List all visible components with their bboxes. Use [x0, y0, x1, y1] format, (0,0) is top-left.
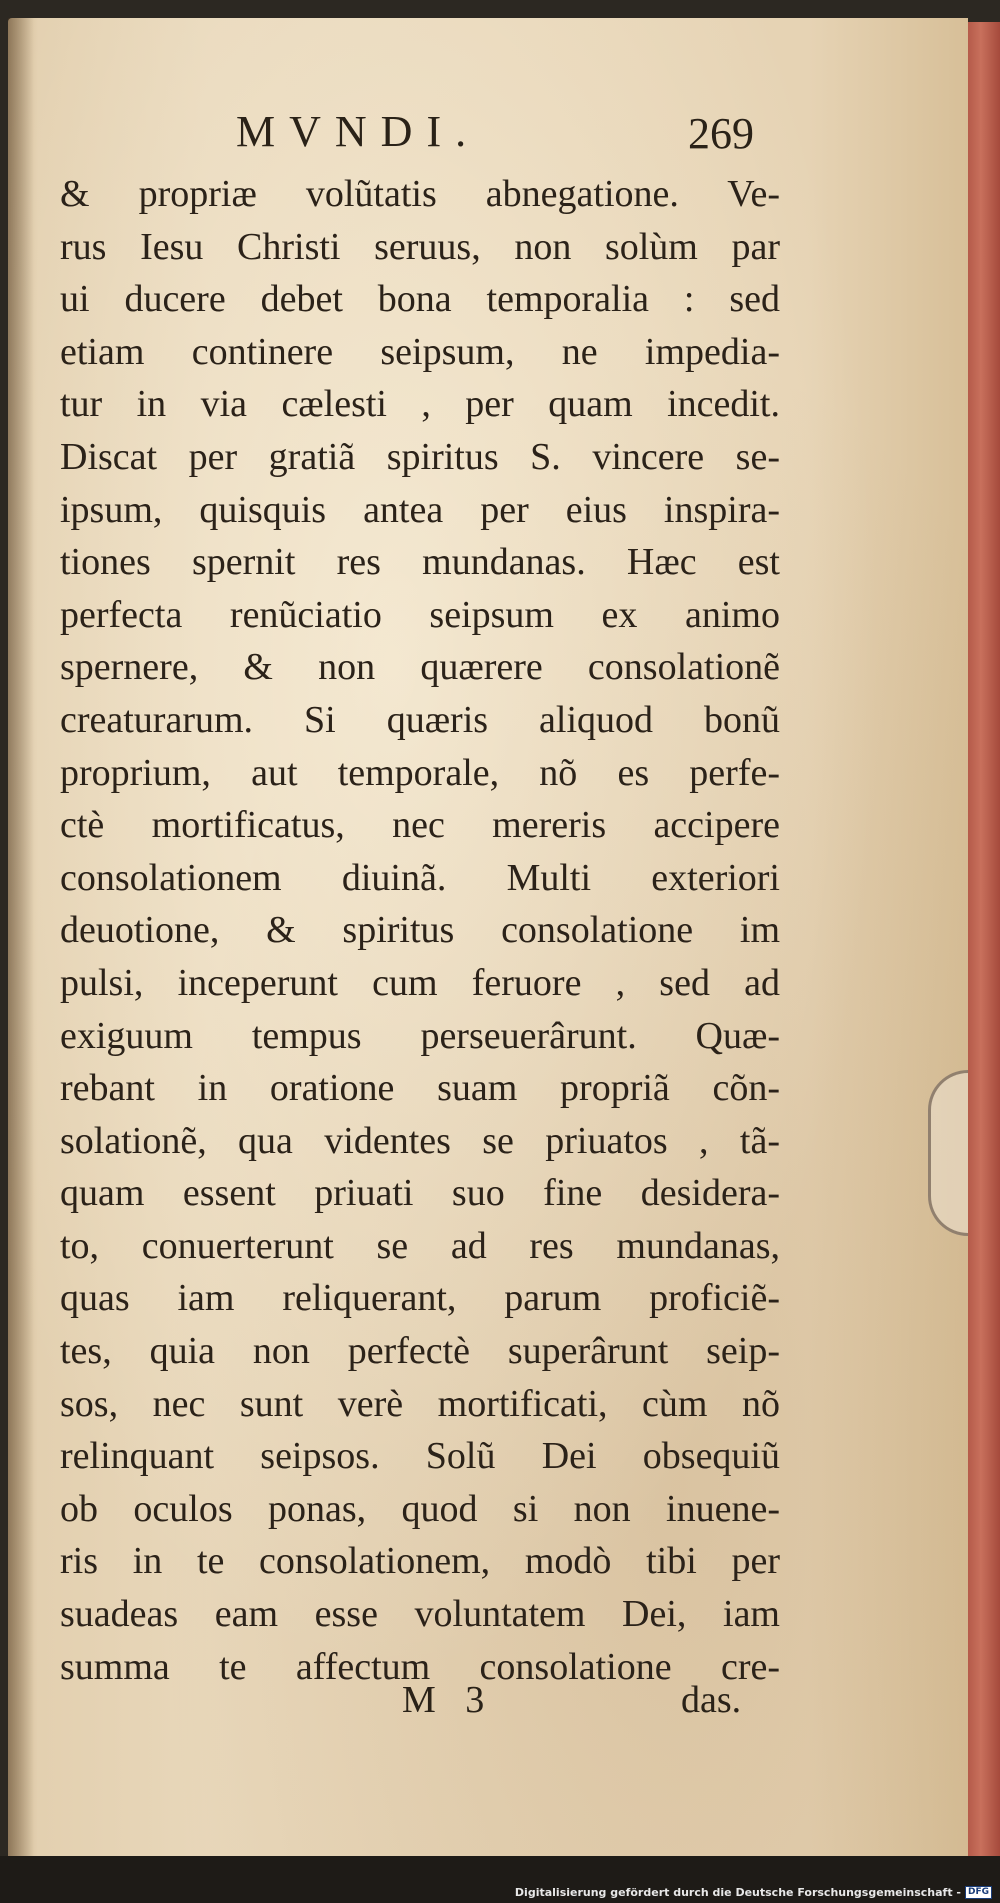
text-line: tur in via cælesti , per quam incedit.	[60, 383, 780, 426]
dfg-logo: DFG	[965, 1886, 992, 1899]
text-line: ui ducere debet bona temporalia : sed	[60, 278, 780, 321]
text-line: relinquant seipsos. Solũ Dei obsequiũ	[60, 1435, 780, 1478]
red-page-edge	[968, 22, 1000, 1856]
book-page	[8, 18, 968, 1856]
digitization-credit	[515, 1886, 992, 1899]
text-line: sos, nec sunt verè mortificati, cùm nõ	[60, 1382, 780, 1425]
text-line: etiam continere seipsum, ne impedia-	[60, 330, 780, 373]
text-line: & propriæ volũtatis abnegatione. Ve-	[60, 173, 780, 215]
text-line: consolationem diuinã. Multi exteriori	[60, 856, 780, 899]
page-header	[8, 106, 968, 166]
text-line: rebant in oratione suam propriã cõn-	[60, 1067, 780, 1110]
text-line: exiguum tempus perseuerârunt. Quæ-	[60, 1014, 780, 1057]
text-line: ctè mortificatus, nec mereris accipere	[60, 804, 780, 847]
text-line: deuotione, & spiritus consolatione im	[60, 909, 780, 952]
text-line: to, conuerterunt se ad res mundanas,	[60, 1224, 780, 1267]
page-number: 269	[688, 109, 754, 158]
body-text	[60, 168, 780, 1693]
text-line: Discat per gratiã spiritus S. vincere se-	[60, 435, 780, 478]
text-line: summa te affectum consolatione cre-	[60, 1645, 780, 1688]
signature-mark: M 3	[402, 1679, 495, 1721]
gutter-shadow	[8, 18, 34, 1856]
catchword: das.	[681, 1679, 742, 1721]
text-line: spernere, & non quærere consolationẽ	[60, 646, 780, 689]
text-line: proprium, aut temporale, nõ es perfe-	[60, 751, 780, 794]
text-line: quas iam reliquerant, parum proficiẽ-	[60, 1277, 780, 1320]
text-line: quam essent priuati suo fine desidera-	[60, 1172, 780, 1215]
text-line: tes, quia non perfectè superârunt seip-	[60, 1330, 780, 1373]
text-line: ob oculos ponas, quod si non inuene-	[60, 1487, 780, 1530]
text-line: creaturarum. Si quæris aliquod bonũ	[60, 698, 780, 741]
text-line: suadeas eam esse voluntatem Dei, iam	[60, 1593, 780, 1636]
text-line: tiones spernit res mundanas. Hæc est	[60, 541, 780, 584]
text-line: rus Iesu Christi seruus, non solùm par	[60, 225, 780, 268]
text-line: perfecta renũciatio seipsum ex animo	[60, 593, 780, 636]
text-line: pulsi, inceperunt cum feruore , sed ad	[60, 961, 780, 1004]
text-line: solationẽ, qua videntes se priuatos , tã-	[60, 1119, 780, 1162]
digitization-note: Digitalisierung gefördert durch die Deutsche Forschungsgemeinschaft -	[514, 1886, 961, 1899]
page-footer	[8, 1678, 968, 1728]
text-line: ris in te consolationem, modò tibi per	[60, 1540, 780, 1583]
running-head: MVNDI.	[236, 107, 481, 156]
text-line: ipsum, quisquis antea per eius inspira-	[60, 488, 780, 531]
